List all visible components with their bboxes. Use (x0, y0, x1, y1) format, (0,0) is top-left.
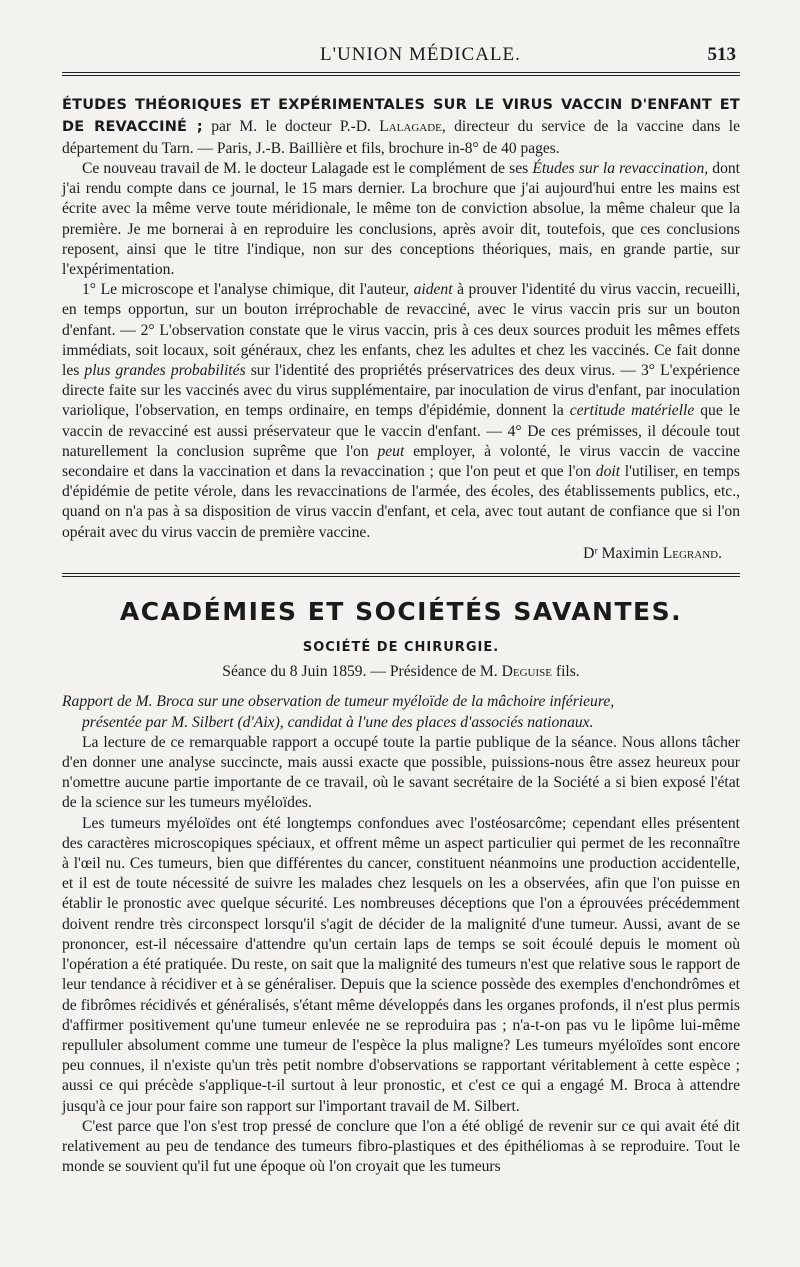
rapport-title (62, 691, 740, 733)
society-heading: SOCIÉTÉ DE CHIRURGIE. (302, 639, 500, 655)
rapport-title-line-1: Rapport de M. Broca sur une observation de tumeur myéloïde de la mâchoire inférieure, (62, 692, 615, 710)
section-rule (62, 573, 740, 577)
review-title-caps: ÉTUDES THÉORIQUES ET EXPÉRIMENTALES SUR LE VIRUS VACCIN D'ENFANT ET DE REVACCINÉ ; (62, 97, 740, 135)
rapport-paragraph-1: La lecture de ce remarquable rapport a occupé toute la partie publique de la séance. Nous allons tâcher d'en donner une analyse succincte, mais aussi exacte que possible, puissions-nous être assez heureux pour n'omettre aucune partie importante de ce travail, où le savant secrétaire de la Société a si bien exposé l'état de la science sur les tumeurs myéloïdes. (62, 733, 740, 812)
review-paragraph-2: 1° Le microscope et l'analyse chimique, dit l'auteur, aident à prouver l'identité du virus vaccin, recueilli, en temps opportun, sur un bouton irréprochable de revacciné, avec le virus vaccin pris sur un bouton d'enfant. — 2° L'observation constate que le virus vaccin, pris à ces deux sources produit les mêmes effets immédiats, soit locaux, soit généraux, chez les enfants, chez les adultes et chez les vaccinés. Ce fait donne les plus grandes probabilités sur l'identité des propriétés préservatrices des deux virus. — 3° L'expérience directe faite sur les vaccinés avec du virus supplémentaire, par inoculation de virus d'enfant, par inoculation variolique, l'observation, en temps ordinaire, en temps d'épidémie, donnent la certitude matérielle que le vaccin de revacciné est aussi préservateur que le vaccin d'enfant. — 4° De ces prémisses, il découle tout naturellement la conclusion suprême que l'on peut employer, à volonté, le virus vaccin de vaccine secondaire et dans la vaccination et dans la revaccination ; que l'on peut et que l'on doit l'utiliser, en temps d'épidémie de petite vérole, dans les revaccinations de l'armée, des écoles, des établissements publics, etc., quand on n'a pas à sa disposition de virus vaccin d'enfant, et cela, avec tout autant de confiance que si l'on opérait avec du virus vaccin de première vaccine. (62, 281, 740, 541)
rapport-title-line-2: présentée par M. Silbert (d'Aix), candidat à l'une des places d'associés nationaux. (82, 713, 594, 731)
section-heading: ACADÉMIES ET SOCIÉTÉS SAVANTES. (119, 596, 683, 626)
seance-line: Séance du 8 Juin 1859. — Présidence de M. Deguise fils. (222, 662, 580, 680)
review-author: Lalagade (379, 118, 442, 135)
rapport-paragraph-3: C'est parce que l'on s'est trop pressé de conclure que l'on a été obligé de revenir sur ce qui avait été dit relativement au peu de tendance des tumeurs fibro-plastiques et des épithéliomas à se reproduire. Tout le monde se souvient qu'il fut une époque où l'on croyait que les tumeurs (62, 1117, 740, 1176)
review-paragraph-1: Ce nouveau travail de M. le docteur Lalagade est le complément de ses Études sur la revaccination, dont j'ai rendu compte dans ce journal, le 15 mars dernier. La brochure que j'ai aujourd'hui entre les mains est écrite avec la même verve toute méridionale, le même ton de conviction absolue, la même chaleur que la première. Je me bornerai à en reproduire les conclusions, après avoir dit, toutefois, que ces conclusions reposent, ainsi que le titre l'indique, non sur des conceptions théoriques, mais, en grande partie, sur l'expérimentation. (62, 160, 740, 279)
review-title-text-b: , directeur du service de la vaccine dans le département du Tarn. — Paris, J.-B. Baillière et fils, brochure in-8° de 40 pages. (62, 118, 740, 157)
rapport-paragraph-2: Les tumeurs myéloïdes ont été longtemps confondues avec l'ostéosarcôme; cependant elles présentent des caractères microscopiques spéciaux, et offrent même un aspect particulier qui permet de les reconnaître à l'œil nu. Ces tumeurs, bien que différentes du cancer, constituent néanmoins une production accidentelle, et il est de toute nécessité de suivre les malades chez lesquels on les a observées, afin que l'on puisse en établir le pronostic avec quelque sécurité. Les nombreuses déceptions que l'on a éprouvées précédemment doivent rendre très circonspect lorsqu'il s'agit de décider de la malignité d'une tumeur. Aussi, avant de se prononcer, est-il nécessaire d'attendre qu'un certain laps de temps se soit écoulé depuis le moment où l'opération a été pratiquée. Du reste, on sait que la malignité des tumeurs n'est que relative sous le rapport de leur tendance à récidiver et à se généraliser. Depuis que la science possède des exemples d'enchondrômes et de fibrômes récidivés et généralisés, s'étant même développés dans les organes profonds, il n'est plus permis d'affirmer positivement qu'une tumeur enlevée ne se reproduira pas ; n'a-t-on pas vu le lipôme lui-même repulluler absolument comme une tumeur de l'espèce la plus maligne? Les tumeurs myéloïdes sont encore peu connues, il n'existe qu'un très petit nombre d'observations se rapportant véritablement à cette espèce ; aussi ce qui précède s'applique-t-il surtout à leur pronostic, et c'est ce qui a engagé M. Broca à attendre jusqu'à ce jour pour faire son rapport sur l'important travail de M. Silbert. (62, 814, 740, 1115)
review-title-text-a: par M. le docteur P.-D. (202, 118, 380, 135)
journal-title: L'UNION MÉDICALE. (320, 44, 521, 65)
review-signature: Dʳ Maximin Legrand. (583, 544, 722, 562)
review-title (62, 94, 740, 159)
page-number: 513 (707, 44, 736, 65)
running-head (62, 44, 740, 66)
header-rule (62, 72, 740, 76)
